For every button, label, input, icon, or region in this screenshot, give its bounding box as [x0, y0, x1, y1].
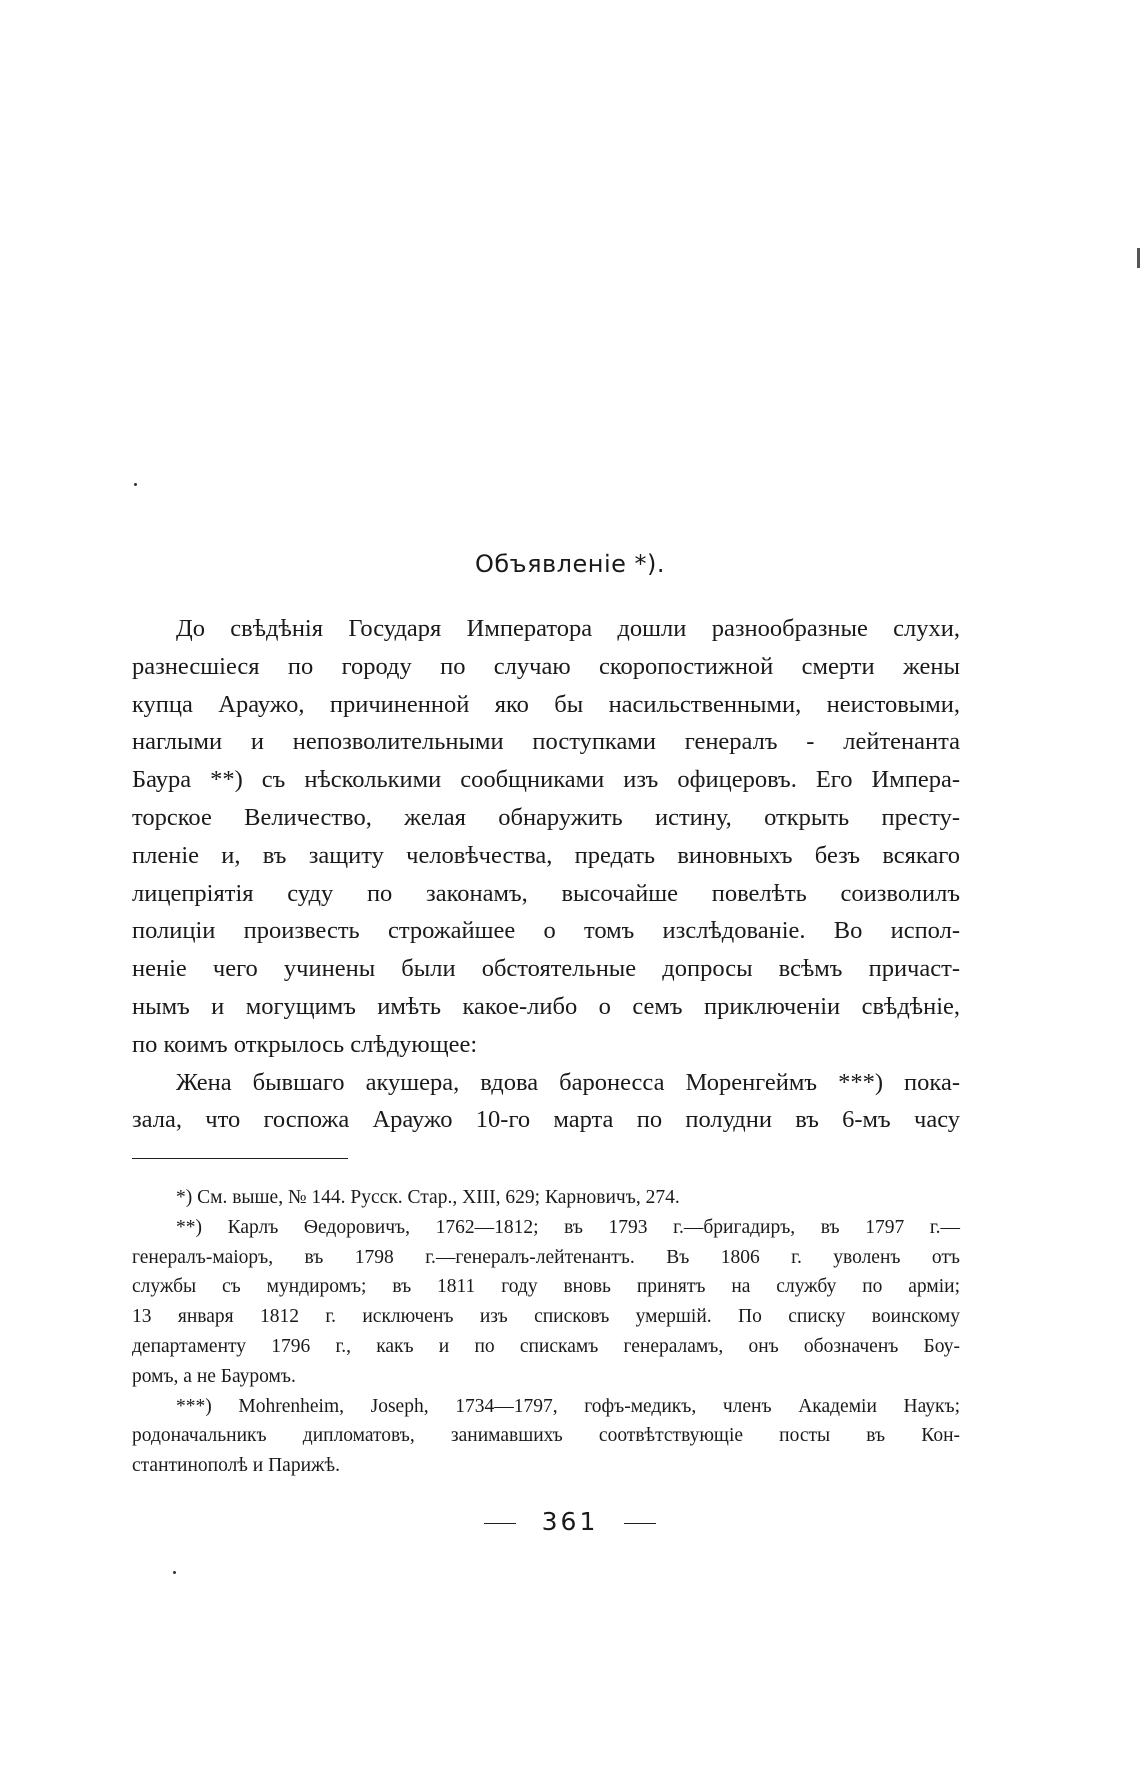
body-line: по коимъ открылось слѣдующее:: [132, 1030, 478, 1058]
body-line: пленіе и, въ защиту человѣчества, предать виновныхъ безъ всякаго: [132, 841, 960, 869]
footnote-line: стантинополѣ и Парижѣ.: [132, 1455, 340, 1477]
page-number-dash-left: [484, 1523, 516, 1524]
page-number: [0, 1507, 1140, 1536]
body-line: купца Араужо, причиненной яко бы насильственными, неистовыми,: [132, 690, 960, 718]
body-line: торское Величество, желая обнаружить истину, открыть престу-: [132, 803, 960, 831]
footnote-line: 13 января 1812 г. исключенъ изъ списковъ умершій. По списку воинскому: [132, 1306, 960, 1328]
footnote-line: ромъ, а не Бауромъ.: [132, 1365, 296, 1387]
footnote-line: *) См. выше, № 144. Русск. Стар., XIII, 629; Карновичъ, 274.: [176, 1187, 680, 1208]
body-line: До свѣдѣнія Государя Императора дошли разнообразные слухи,: [176, 615, 960, 642]
body-line: зала, что госпожа Араужо 10-го марта по полудни въ 6-мъ часу: [132, 1106, 960, 1134]
body-line: полиціи произвесть строжайшее о томъ изслѣдованіе. Во испол-: [132, 917, 960, 945]
footnote-line: родоначальникъ дипломатовъ, занимавшихъ соотвѣтствующіе посты въ Кон-: [132, 1425, 960, 1447]
footnote-line: департаменту 1796 г., какъ и по спискамъ генераламъ, онъ обозначенъ Боу-: [132, 1335, 960, 1357]
footnote-line: службы съ мундиромъ; въ 1811 году вновь принятъ на службу по арміи;: [132, 1276, 960, 1298]
page-title: Объявленіе *).: [474, 550, 666, 578]
footnote-line: ***) Mohrenheim, Joseph, 1734—1797, гофъ-медикъ, членъ Академіи Наукъ;: [176, 1395, 960, 1417]
footnote-line: генералъ-маіоръ, въ 1798 г.—генералъ-лейтенантъ. Въ 1806 г. уволенъ отъ: [132, 1246, 960, 1268]
footnote-divider: [132, 1158, 348, 1159]
body-text: [132, 610, 960, 1139]
page-number-value: 361: [541, 1507, 599, 1536]
page-number-dash-right: [624, 1523, 656, 1524]
print-speck: [134, 483, 137, 486]
footnotes: [132, 1183, 960, 1481]
print-speck: [173, 1571, 176, 1574]
body-line: разнесшіеся по городу по случаю скоропостижной смерти жены: [132, 652, 960, 680]
body-line: наглыми и непозволительными поступками генералъ - лейтенанта: [132, 728, 960, 756]
body-line: нымъ и могущимъ имѣть какое-либо о семъ приключеніи свѣдѣніе,: [132, 992, 960, 1020]
body-line: неніе чего учинены были обстоятельные допросы всѣмъ причаст-: [132, 955, 960, 983]
body-line: Баура **) съ нѣсколькими сообщниками изъ офицеровъ. Его Импера-: [132, 766, 960, 794]
footnote-line: **) Карлъ Ѳедоровичъ, 1762—1812; въ 1793 г.—бригадиръ, въ 1797 г.—: [176, 1216, 960, 1238]
body-line: лицепріятія суду по законамъ, высочайше повелѣть соизволилъ: [132, 879, 960, 907]
body-line: Жена бывшаго акушера, вдова баронесса Моренгеймъ ***) пока-: [176, 1068, 960, 1096]
